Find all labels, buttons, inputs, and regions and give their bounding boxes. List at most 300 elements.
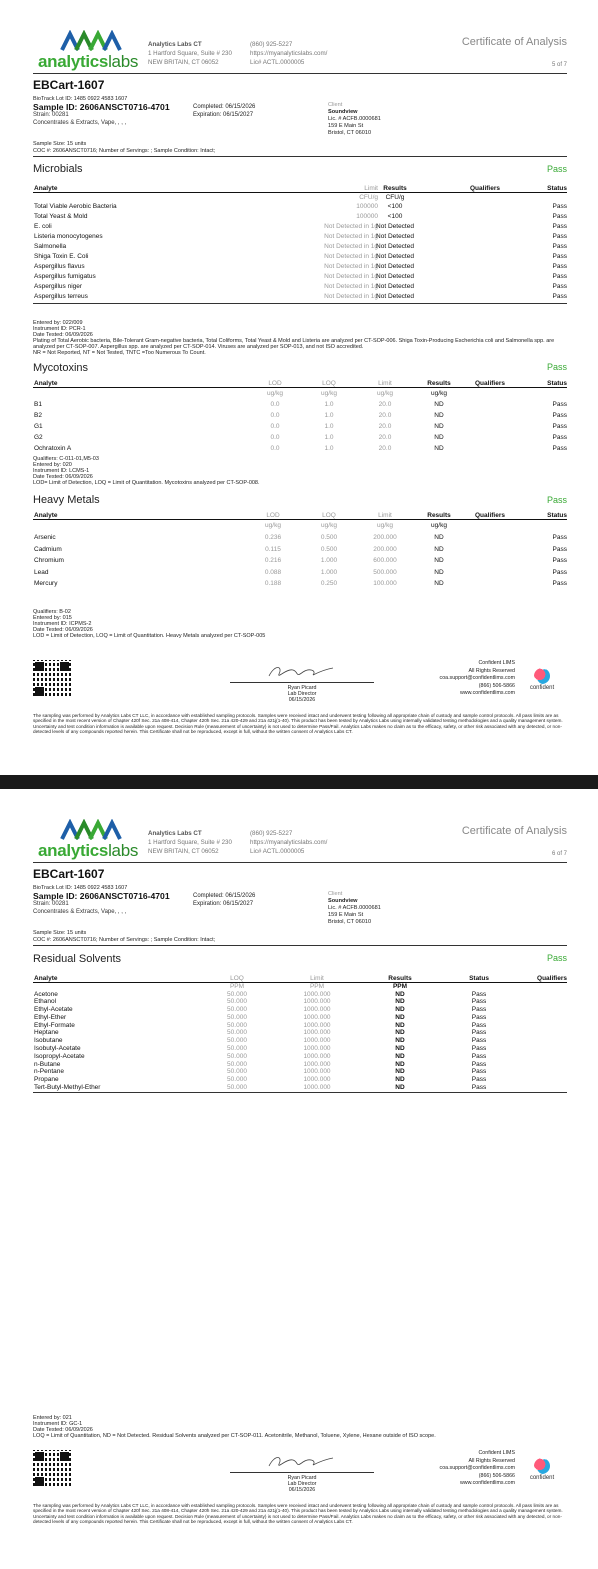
- mycotoxins-status: Pass: [546, 362, 567, 372]
- col-results: Results: [427, 512, 451, 519]
- cell-loq: 1.0: [324, 423, 334, 430]
- cell-loq: 1.000: [320, 557, 338, 564]
- col-qualifiers: Qualifiers: [475, 380, 505, 387]
- note-line: Date Tested: 06/09/2026: [33, 332, 93, 338]
- cell-limit: 200.000: [373, 534, 397, 541]
- cell-limit: 1000.000: [303, 1006, 331, 1014]
- cell-analyte: Arsenic: [34, 534, 56, 541]
- lims-rights: All Rights Reserved: [468, 1457, 515, 1464]
- category: Concentrates & Extracts, Vape, , , ,: [33, 119, 127, 126]
- cell-result: ND: [395, 1021, 405, 1029]
- strain-info: [33, 112, 126, 127]
- cell-loq: 50.000: [227, 1084, 247, 1092]
- cell-status: Pass: [552, 534, 567, 541]
- client-address-1: 159 E Main St: [328, 123, 364, 129]
- cell-result: ND: [434, 534, 444, 541]
- cell-lod: 0.188: [264, 580, 282, 587]
- cell-result: ND: [395, 1068, 405, 1076]
- cell-analyte: Total Yeast & Mold: [34, 213, 88, 220]
- col-qualifiers: Qualifiers: [470, 185, 500, 192]
- cell-analyte: E. coli: [34, 223, 52, 230]
- col-limit: Limit: [378, 512, 392, 519]
- table-row: [33, 282, 567, 292]
- lab-website[interactable]: https://myanalyticslabs.com/: [250, 50, 328, 57]
- cell-limit: 1000.000: [303, 1084, 331, 1092]
- cell-result: ND: [434, 401, 444, 408]
- table-row: [33, 432, 567, 443]
- cell-analyte: Shiga Toxin E. Coli: [34, 253, 89, 260]
- completed-date: Completed: 06/15/2026: [193, 893, 256, 899]
- residual-solvents-title: Residual Solvents: [33, 953, 122, 965]
- signer-name: Ryan Picard: [287, 685, 317, 691]
- table-row: [33, 1045, 567, 1053]
- cell-loq: 50.000: [227, 1013, 247, 1021]
- confident-logo-word: confident: [529, 1475, 555, 1481]
- table-row: [33, 544, 567, 556]
- cell-loq: 50.000: [227, 1037, 247, 1045]
- residual-solvents-notes: [33, 1415, 567, 1439]
- cell-loq: 50.000: [227, 1021, 247, 1029]
- cell-analyte: Mercury: [34, 580, 58, 587]
- cell-status: Pass: [471, 1006, 487, 1014]
- cell-limit: Not Detected in 1g: [324, 273, 378, 280]
- client-label: Client: [328, 891, 343, 897]
- cell-limit: 1000.000: [303, 1037, 331, 1045]
- cell-loq: 50.000: [227, 1060, 247, 1068]
- residual-solvents-rows: [33, 991, 567, 1092]
- cell-result: ND: [434, 580, 444, 587]
- disclaimer: The sampling was performed by Analytics Labs CT LLC, in accordance with established sampling protocols. Samples were received intact and underwent testing following all appropriate chain of custody and sample control protocols. All pass limits are as specified in the most recent version of Chapter 420f Sec. 21a 408-414, Chapter 420h Sec. 21a 420-429 and 21a 421j(1-40). This product has been tested by Analytics Labs using internally validated testing methodologies and a quality management system. Uncertainty and test condition information is available upon request. Decision Rule (measurement of uncertainty) is not used to determine Pass/Fail. Analytics Labs makes no claim as to the efficacy, safety, or other risk associated with any detected, or non-detected levels of any compounds reported herein. This Certificate shall not be reproduced, except in full, without the written consent of Analytics Labs CT.: [33, 1503, 563, 1524]
- lab-license: Lic# ACTL.0000005: [250, 59, 305, 66]
- cell-status: Pass: [552, 263, 567, 270]
- test-dates: [193, 103, 255, 119]
- table-row: [33, 1076, 567, 1084]
- lab-phone: (860) 925-5227: [250, 41, 293, 48]
- unit-loq: ug/kg: [321, 522, 337, 529]
- note-line: LOD = Limit of Detection, LOQ = Limit of Quantitation. Heavy Metals analyzed per CT-SOP-005: [33, 633, 266, 639]
- table-row: [33, 272, 567, 282]
- table-row: [33, 1029, 567, 1037]
- cell-result: ND: [395, 1037, 405, 1045]
- cell-limit: 1000.000: [303, 1045, 331, 1053]
- cell-result: ND: [434, 423, 444, 430]
- table-row: [33, 202, 567, 212]
- cell-status: Pass: [552, 557, 567, 564]
- col-analyte: Analyte: [34, 975, 58, 982]
- table-row: [33, 292, 567, 302]
- client-address-2: Bristol, CT 06010: [328, 130, 372, 136]
- cell-result: Not Detected: [376, 283, 414, 290]
- cell-limit: Not Detected in 1g: [324, 243, 378, 250]
- table-header: [33, 511, 567, 520]
- cell-result: ND: [395, 1052, 405, 1060]
- lab-phone: (860) 925-5227: [250, 830, 293, 837]
- cell-loq: 50.000: [227, 1006, 247, 1014]
- cell-result: <100: [387, 213, 403, 220]
- cell-status: Pass: [552, 423, 567, 430]
- cell-status: Pass: [471, 1021, 487, 1029]
- col-limit: Limit: [364, 185, 378, 192]
- unit-loq: PPM: [229, 983, 245, 990]
- lab-address-2: NEW BRITAIN, CT 06052: [148, 59, 219, 66]
- table-row: [33, 443, 567, 454]
- sample-id: Sample ID: 2606ANSCT0716-4701: [33, 102, 170, 112]
- cell-result: ND: [434, 557, 444, 564]
- col-status: Status: [469, 975, 489, 982]
- cell-status: Pass: [471, 1052, 487, 1060]
- cell-result: Not Detected: [376, 273, 414, 280]
- cell-status: Pass: [471, 998, 487, 1006]
- cell-result: ND: [434, 545, 444, 553]
- strain-info: [33, 901, 126, 916]
- cell-analyte: Heptane: [34, 1029, 59, 1037]
- table-row: [33, 421, 567, 432]
- units-row: [33, 388, 567, 399]
- signer-name: Ryan Picard: [287, 1475, 317, 1481]
- cell-result: Not Detected: [376, 243, 414, 250]
- qr-code-icon[interactable]: [33, 660, 71, 698]
- cell-loq: 50.000: [227, 1045, 247, 1053]
- table-row: [33, 1068, 567, 1076]
- strain: Strain: 00281: [33, 112, 69, 118]
- cell-analyte: Isobutane: [34, 1037, 63, 1045]
- client-label: Client: [328, 102, 343, 108]
- col-results: Results: [388, 975, 412, 982]
- lot-id: BioTrack Lot ID: 1485 0922 4583 1607: [33, 96, 128, 102]
- lims-name: Confident LIMS: [478, 660, 515, 666]
- col-qualifiers: Qualifiers: [475, 512, 505, 519]
- table-row: [33, 410, 567, 421]
- cell-limit: 1000.000: [303, 990, 331, 998]
- cell-result: Not Detected: [376, 253, 414, 260]
- cell-analyte: Propane: [34, 1076, 59, 1084]
- lab-name: Analytics Labs CT: [148, 41, 202, 48]
- logo-word-light: labs: [108, 841, 139, 860]
- cell-lod: 0.0: [270, 412, 280, 419]
- lims-website[interactable]: www.confidentlims.com: [459, 1480, 515, 1486]
- cell-analyte: Lead: [34, 568, 49, 576]
- cell-status: Pass: [552, 243, 567, 250]
- cell-status: Pass: [552, 434, 567, 441]
- heavy-metals-notes: [33, 609, 567, 639]
- cell-loq: 0.500: [320, 545, 338, 553]
- cell-status: Pass: [471, 1068, 487, 1076]
- cell-analyte: Isobutyl-Acetate: [34, 1045, 81, 1053]
- table-row: [33, 532, 567, 544]
- cell-loq: 1.0: [324, 434, 334, 441]
- note-line: Date Tested: 06/09/2026: [33, 627, 93, 633]
- cell-loq: 0.250: [320, 580, 338, 587]
- client-name: Soundview: [328, 109, 358, 115]
- cell-analyte: Ethyl-Acetate: [34, 1006, 73, 1014]
- cell-status: Pass: [552, 293, 567, 300]
- cell-analyte: Acetone: [34, 990, 58, 998]
- col-results: Results: [383, 185, 407, 192]
- signature-line: [230, 1472, 374, 1473]
- signer-info: [230, 685, 374, 703]
- cell-limit: Not Detected in 1g: [324, 253, 378, 260]
- note-line: Plating of Total Aerobic bacteria, Bile-Tolerant Gram-negative bacteria, Total Coliforms, Total Yeast & Mold and Listeria are analyzed per CT-SOP-006. Shiga Toxin-Producing Escherichia coli and Salmonella spp. are analyzed per CT-SOP-007. Aspergillus spp. are analyzed per CT-SOP-014. Viruses are analyzed per SOP-013, and not ISO accredited.: [33, 338, 555, 350]
- mycotoxins-title: Mycotoxins: [33, 362, 89, 374]
- cell-result: Not Detected: [376, 293, 414, 300]
- sign-date: 06/15/2026: [288, 1487, 316, 1493]
- residual-solvents-status: Pass: [546, 953, 567, 963]
- cell-status: Pass: [471, 1013, 487, 1021]
- cell-analyte: Aspergillus niger: [34, 283, 83, 290]
- cell-loq: 50.000: [227, 998, 247, 1006]
- cell-analyte: B1: [34, 401, 42, 408]
- cell-analyte: n-Butane: [34, 1060, 61, 1068]
- note-line: Entered by: 015: [33, 615, 72, 621]
- cell-loq: 1.0: [324, 445, 334, 452]
- analytics-labs-logo: [38, 30, 138, 70]
- strain: Strain: 00281: [33, 901, 69, 907]
- cell-analyte: Aspergillus terreus: [34, 293, 88, 300]
- cell-analyte: Ochratoxin A: [34, 445, 72, 452]
- mycotoxins-notes: [33, 456, 567, 486]
- lims-email[interactable]: coa.support@confidentlims.com: [439, 1465, 515, 1471]
- cell-limit: 1000.000: [303, 998, 331, 1006]
- cell-status: Pass: [552, 545, 567, 553]
- cell-result: ND: [395, 1013, 405, 1021]
- cell-result: Not Detected: [376, 233, 414, 240]
- lab-name: Analytics Labs CT: [148, 830, 202, 837]
- coa-page-2: [0, 789, 598, 1564]
- logo-word-bold: analytics: [38, 52, 109, 71]
- page-separator: [0, 775, 598, 789]
- unit-limit: CFU/g: [359, 194, 378, 201]
- table-bottom-rule: [33, 1092, 567, 1093]
- cell-analyte: Listeria monocytogenes: [34, 233, 103, 240]
- col-analyte: Analyte: [34, 512, 58, 519]
- completed-date: Completed: 06/15/2026: [193, 104, 256, 110]
- confident-logo: [525, 668, 559, 691]
- lims-website[interactable]: www.confidentlims.com: [459, 690, 515, 696]
- page-number: 5 of 7: [551, 62, 567, 68]
- signer-title: Lab Director: [287, 691, 317, 697]
- table-row: [33, 578, 567, 590]
- cell-status: Pass: [552, 223, 567, 230]
- lab-info: [148, 40, 232, 67]
- cell-result: ND: [395, 1084, 405, 1092]
- heavy-metals-rows: [33, 532, 567, 590]
- section-divider: [33, 945, 567, 946]
- cell-status: Pass: [552, 568, 567, 576]
- analytics-labs-logo: [38, 819, 138, 859]
- table-row: [33, 998, 567, 1006]
- units-row: [33, 983, 567, 991]
- microbials-rows: [33, 202, 567, 302]
- cell-loq: 1.0: [324, 412, 334, 419]
- client-info: [328, 891, 381, 926]
- microbials-notes: [33, 320, 567, 356]
- cell-status: Pass: [471, 990, 487, 998]
- cell-lod: 0.0: [270, 434, 280, 441]
- table-row: [33, 1014, 567, 1022]
- cell-status: Pass: [552, 213, 567, 220]
- client-address-2: Bristol, CT 06010: [328, 919, 372, 925]
- qr-code-icon[interactable]: [33, 1450, 71, 1488]
- units-row: [33, 520, 567, 532]
- logo-word-bold: analytics: [38, 841, 109, 860]
- section-divider: [33, 156, 567, 157]
- note-line: Date Tested: 06/09/2026: [33, 474, 93, 480]
- confident-logo-word: confident: [529, 685, 555, 691]
- heavy-metals-status: Pass: [546, 495, 567, 505]
- microbials-title: Microbials: [33, 163, 83, 175]
- table-row: [33, 991, 567, 999]
- cell-result: ND: [395, 1029, 405, 1037]
- unit-results: CFU/g: [385, 194, 405, 201]
- cell-status: Pass: [471, 1076, 487, 1084]
- client-license: Lic. # ACFB.0000681: [328, 116, 381, 122]
- heavy-metals-table: [33, 511, 567, 590]
- cell-analyte: Ethyl-Ether: [34, 1013, 67, 1021]
- cell-limit: 100000: [356, 213, 378, 220]
- lims-name: Confident LIMS: [478, 1450, 515, 1456]
- cell-analyte: Cadmium: [34, 545, 62, 553]
- cell-limit: 500.000: [373, 568, 397, 576]
- cell-analyte: Tert-Butyl-Methyl-Ether: [34, 1084, 101, 1092]
- cell-limit: 20.0: [378, 445, 392, 452]
- col-loq: LOQ: [322, 512, 336, 519]
- cell-result: ND: [434, 568, 444, 576]
- signature-icon: [265, 662, 335, 682]
- lab-contact: [250, 829, 327, 856]
- units-row: [33, 193, 567, 202]
- col-status: Status: [547, 380, 567, 387]
- sample-size: Sample Size: 15 units: [33, 930, 87, 936]
- note-line: Instrument ID: GC-1: [33, 1421, 83, 1427]
- cell-analyte: Ethanol: [34, 998, 57, 1006]
- category: Concentrates & Extracts, Vape, , , ,: [33, 908, 127, 915]
- cell-analyte: Salmonella: [34, 243, 67, 250]
- note-line: Qualifiers: C-011-01,M5-03: [33, 456, 99, 462]
- confident-logo: [525, 1458, 559, 1481]
- cell-loq: 0.500: [320, 534, 338, 541]
- unit-results: PPM: [392, 983, 408, 990]
- cell-analyte: Ethyl-Formate: [34, 1021, 75, 1029]
- table-row: [33, 1022, 567, 1030]
- lims-phone: (866) 506-5866: [478, 682, 515, 689]
- cell-lod: 0.216: [264, 557, 282, 564]
- cell-status: Pass: [471, 1029, 487, 1037]
- disclaimer: The sampling was performed by Analytics Labs CT LLC, in accordance with established sampling protocols. Samples were received intact and underwent testing following all appropriate chain of custody and sample control protocols. All pass limits are as specified in the most recent version of Chapter 420f Sec. 21a 408-414, Chapter 420h Sec. 21a 420-429 and 21a 421j(1-40). This product has been tested by Analytics Labs using internally validated testing methodologies and a quality management system. Uncertainty and test condition information is available upon request. Decision Rule (measurement of uncertainty) is not used to determine Pass/Fail. Analytics Labs makes no claim as to the efficacy, safety, or other risk associated with any detected, or non-detected levels of any compounds reported herein. This Certificate shall not be reproduced, except in full, without the written consent of Analytics Labs CT.: [33, 713, 563, 734]
- lab-address-1: 1 Hartford Square, Suite # 230: [148, 50, 232, 57]
- cell-loq: 50.000: [227, 990, 247, 998]
- table-row: [33, 567, 567, 579]
- lab-info: [148, 829, 232, 856]
- mycotoxins-rows: [33, 399, 567, 454]
- lims-rights: All Rights Reserved: [468, 667, 515, 674]
- col-analyte: Analyte: [34, 380, 58, 387]
- cell-loq: 1.0: [324, 401, 334, 408]
- product-name: EBCart-1607: [33, 78, 105, 92]
- coc-line: COC #: 2606ANSCT0716; Number of Servings: ; Sample Condition: Intact;: [33, 936, 216, 943]
- confident-logo-icon: [534, 1458, 550, 1474]
- residual-solvents-table: [33, 975, 567, 1092]
- unit-lod: ug/kg: [267, 390, 283, 397]
- note-line: LOQ = Limit of Quantitation, ND = Not Detected. Residual Solvents analyzed per CT-SOP-011. Acetonitrile, Methanol, Toluene, Xylene, Hexane outside of ISO scope.: [33, 1433, 436, 1439]
- cell-limit: 600.000: [373, 557, 397, 564]
- lab-address-2: NEW BRITAIN, CT 06052: [148, 848, 219, 855]
- cell-lod: 0.0: [270, 401, 280, 408]
- cell-analyte: G2: [34, 434, 43, 441]
- cell-status: Pass: [471, 1084, 487, 1092]
- cell-result: ND: [434, 434, 444, 441]
- col-limit: Limit: [310, 975, 324, 982]
- table-row: [33, 242, 567, 252]
- cell-analyte: n-Pentane: [34, 1068, 64, 1076]
- table-row: [33, 1006, 567, 1014]
- note-line: Date Tested: 06/09/2026: [33, 1427, 93, 1433]
- cell-result: ND: [395, 998, 405, 1006]
- sample-info: [33, 141, 215, 154]
- sample-id: Sample ID: 2606ANSCT0716-4701: [33, 891, 170, 901]
- table-row: [33, 1037, 567, 1045]
- cell-result: ND: [434, 412, 444, 419]
- unit-results: ug/kg: [431, 522, 447, 529]
- cell-limit: 20.0: [378, 434, 392, 441]
- cell-status: Pass: [471, 1045, 487, 1053]
- cell-analyte: Total Viable Aerobic Bacteria: [34, 203, 117, 210]
- cell-status: Pass: [471, 1060, 487, 1068]
- cell-limit: 1000.000: [303, 1052, 331, 1060]
- col-analyte: Analyte: [34, 185, 58, 192]
- col-lod: LOD: [268, 380, 282, 387]
- table-header: [33, 379, 567, 388]
- unit-loq: ug/kg: [321, 390, 337, 397]
- cell-lod: 0.236: [264, 534, 282, 541]
- logo-word-light: labs: [108, 52, 139, 71]
- col-status: Status: [547, 512, 567, 519]
- cell-result: ND: [395, 990, 405, 998]
- cell-loq: 50.000: [227, 1068, 247, 1076]
- cell-limit: 20.0: [378, 412, 392, 419]
- note-line: Instrument ID: PCR-1: [33, 326, 86, 332]
- cell-limit: 1000.000: [303, 1029, 331, 1037]
- heavy-metals-title: Heavy Metals: [33, 494, 100, 506]
- product-name: EBCart-1607: [33, 867, 105, 881]
- cell-limit: Not Detected in 1g: [324, 233, 378, 240]
- cell-result: ND: [434, 445, 444, 452]
- cell-analyte: G1: [34, 423, 43, 430]
- note-line: Instrument ID: LCMS-1: [33, 468, 90, 474]
- sample-size: Sample Size: 15 units: [33, 141, 87, 147]
- lot-id: BioTrack Lot ID: 1485 0922 4583 1607: [33, 885, 128, 891]
- expiration-date: Expiration: 06/15/2027: [193, 901, 254, 907]
- lims-email[interactable]: coa.support@confidentlims.com: [439, 675, 515, 681]
- cell-limit: 200.000: [373, 545, 397, 553]
- test-dates: [193, 892, 255, 908]
- note-line: Entered by: 022/009: [33, 320, 83, 326]
- cell-limit: Not Detected in 1g: [324, 283, 378, 290]
- cell-status: Pass: [552, 283, 567, 290]
- cell-loq: 50.000: [227, 1029, 247, 1037]
- col-qualifiers: Qualifiers: [537, 975, 567, 982]
- lab-website[interactable]: https://myanalyticslabs.com/: [250, 839, 328, 846]
- cell-analyte: Aspergillus flavus: [34, 263, 85, 270]
- cell-loq: 50.000: [227, 1052, 247, 1060]
- cell-limit: 100.000: [373, 580, 397, 587]
- cell-limit: 1000.000: [303, 1021, 331, 1029]
- cell-result: ND: [395, 1045, 405, 1053]
- cell-limit: 20.0: [378, 401, 392, 408]
- page-number: 6 of 7: [551, 851, 567, 857]
- table-row: [33, 1084, 567, 1092]
- cell-status: Pass: [552, 203, 567, 210]
- col-lod: LOD: [266, 512, 280, 519]
